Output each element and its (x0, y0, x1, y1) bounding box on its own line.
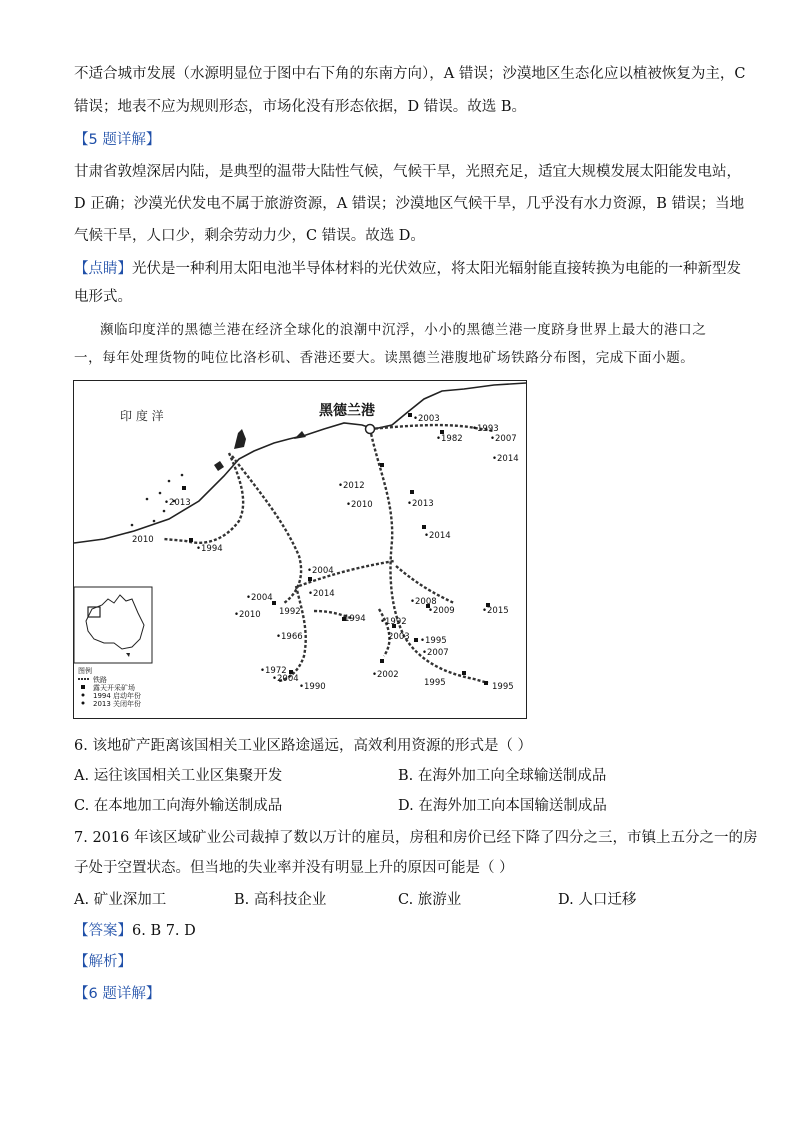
prev-answer-line-2: 错误；地表不应为规则形态，市场化没有形态依据，D 错误。故选 B。 (74, 99, 526, 115)
year-label: •1990 (299, 682, 326, 692)
year-label: •1994 (196, 544, 223, 554)
port-label: 黑德兰港 (319, 403, 375, 419)
legend-railway: 铁路 (93, 676, 107, 684)
q6-option-b: B. 在海外加工向全球输送制成品 (398, 768, 607, 784)
year-label: •2007 (490, 434, 517, 444)
passage-line-2: 一，每年处理货物的吨位比洛杉矶、香港还要大。读黑德兰港腹地矿场铁路分布图，完成下面小题。 (74, 350, 695, 366)
q6-stem: 6. 该地矿产距离该国相关工业区路途遥远，高效利用资源的形式是（ ） (74, 738, 533, 754)
year-label: •2008 (410, 597, 437, 607)
answer-text: 6. B 7. D (132, 923, 196, 939)
legend-title: 图例 (78, 667, 92, 675)
year-label: •2010 (234, 610, 261, 620)
island-shape (214, 461, 224, 471)
year-label: •1982 (436, 434, 463, 444)
q6-option-c: C. 在本地加工向海外输送制成品 (74, 798, 283, 814)
q7-line-2: 子处于空置状态。但当地的失业率并没有明显上升的原因可能是（ ） (74, 860, 514, 876)
q5-line-2: D 正确；沙漠光伏发电不属于旅游资源，A 错误；沙漠地区气候干旱，几乎没有水力资源，B 错误；当地 (74, 196, 745, 212)
prev-answer-line-1: 不适合城市发展（水源明显位于图中右下角的东南方向），A 错误；沙漠地区生态化应以植被恢复为主，C (74, 66, 746, 82)
map-legend (78, 666, 141, 708)
tip-line-1 (74, 259, 741, 279)
year-label: •2013 (407, 499, 434, 509)
passage-line-1: 濒临印度洋的黑德兰港在经济全球化的浪潮中沉浮，小小的黑德兰港一度跻身世界上最大的港口之 (100, 322, 707, 338)
year-label: •2003 (413, 414, 440, 424)
year-label: •2014 (308, 589, 335, 599)
year-label: 1995 (492, 682, 514, 692)
q5-heading: 【5 题详解】 (74, 132, 161, 148)
legend-close-symbol (82, 702, 85, 705)
legend-close-year: 2013 关闭年份 (93, 700, 142, 708)
year-labels (132, 414, 519, 692)
year-label: •2013 (164, 498, 191, 508)
island-shape (294, 431, 306, 439)
q6-option-d: D. 在海外加工向本国输送制成品 (398, 798, 607, 814)
year-label: •1992 (380, 617, 407, 627)
tip-text-1: 光伏是一种利用太阳电池半导体材料的光伏效应，将太阳光辐射能直接转换为电能的一种新型发 (132, 261, 741, 277)
analysis-heading: 【解析】 (74, 954, 132, 970)
legend-open-year: 1994 启动年份 (93, 692, 142, 700)
australia-inset (74, 587, 152, 663)
year-label: 1995 (424, 678, 446, 688)
year-label: 2010 (132, 535, 154, 545)
year-label: •1995 (420, 636, 447, 646)
q7-option-c: C. 旅游业 (398, 892, 462, 908)
year-label: •2004 (307, 566, 334, 576)
year-label: •2015 (482, 606, 509, 616)
legend-mine-symbol (81, 685, 85, 689)
year-label: 1994 (344, 614, 366, 624)
railway-map-figure (73, 380, 527, 719)
year-label: •2014 (492, 454, 519, 464)
q7-option-b: B. 高科技企业 (234, 892, 327, 908)
year-label: •2014 (424, 531, 451, 541)
year-label: 2003 (388, 632, 410, 642)
q7-option-a: A. 矿业深加工 (74, 892, 167, 908)
year-label: 1992 (279, 607, 301, 617)
ocean-label: 印 度 洋 (120, 409, 164, 423)
answer-tag: 【答案】 (74, 923, 132, 939)
coastline (74, 383, 526, 543)
q7-line-1: 7. 2016 年该区域矿业公司裁掉了数以万计的雇员，房租和房价已经下降了四分之三，市镇上五分之一的房 (74, 830, 758, 846)
island-shape (234, 429, 246, 449)
port-marker (366, 425, 375, 434)
year-label: •2010 (346, 500, 373, 510)
tip-line-2: 电形式。 (74, 289, 132, 305)
year-label: •2012 (338, 481, 365, 491)
year-label: •1972 (260, 666, 287, 676)
tip-tag: 【点睛】 (74, 261, 132, 277)
q7-option-d: D. 人口迁移 (558, 892, 637, 908)
q5-line-1: 甘肃省敦煌深居内陆，是典型的温带大陆性气候，气候干旱，光照充足，适宜大规模发展太阳能发电站， (74, 164, 741, 180)
year-label: •2009 (428, 606, 455, 616)
year-label: •2004 (272, 674, 299, 684)
railway-southwest (232, 456, 301, 603)
year-label: •2004 (246, 593, 273, 603)
q6-option-a: A. 运往该国相关工业区集聚开发 (74, 768, 283, 784)
q5-line-3: 气候干旱，人口少，剩余劳动力少，C 错误。故选 D。 (74, 228, 425, 244)
answer-line (74, 921, 720, 941)
year-label: •2002 (372, 670, 399, 680)
legend-open-symbol (82, 694, 85, 697)
year-label: •1966 (276, 632, 303, 642)
legend-mine: 露天开采矿场 (93, 684, 135, 692)
year-label: •2007 (422, 648, 449, 658)
year-label: •1993 (472, 424, 499, 434)
q6-detail-heading: 【6 题详解】 (74, 986, 161, 1002)
